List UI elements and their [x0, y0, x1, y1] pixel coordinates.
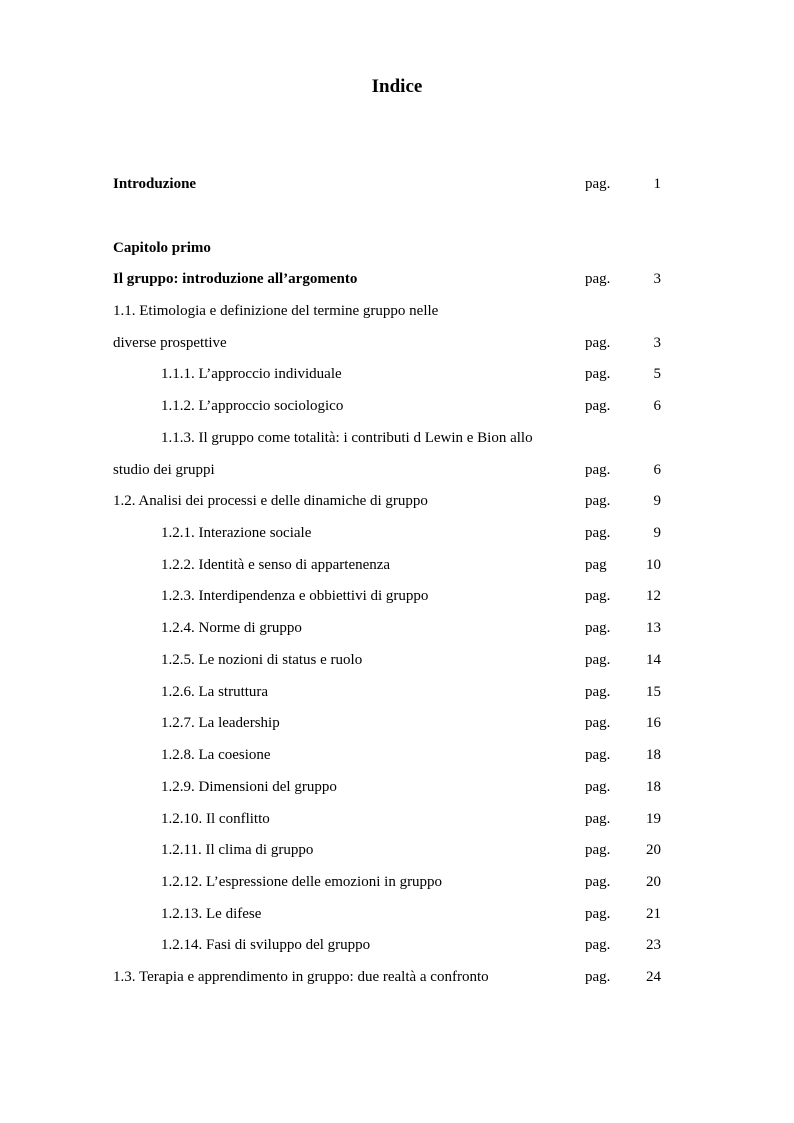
toc-entry — [0, 459, 794, 481]
toc-entry-title: 1.2.4. Norme di gruppo — [161, 620, 302, 636]
toc-entry-page-number: 3 — [653, 271, 661, 287]
toc-entry — [0, 300, 794, 322]
toc-entry-title: 1.3. Terapia e apprendimento in gruppo: due realtà a confronto — [113, 969, 489, 985]
toc-entry-page-number: 5 — [653, 366, 661, 382]
toc-entry-page-label: pag. — [585, 588, 611, 604]
toc-entry-page-label: pag. — [585, 652, 611, 668]
toc-entry-page-label: pag. — [585, 842, 611, 858]
toc-entry-page-number: 6 — [653, 398, 661, 414]
toc-entry-page-number: 12 — [646, 588, 661, 604]
toc-entry-page-number: 13 — [646, 620, 661, 636]
toc-entry-page-label: pag. — [585, 747, 611, 763]
toc-entry-title: 1.2.9. Dimensioni del gruppo — [161, 779, 337, 795]
toc-entry-page-label: pag. — [585, 335, 611, 351]
toc-entry — [0, 903, 794, 925]
toc-entry — [0, 966, 794, 988]
toc-entry-title: 1.2.8. La coesione — [161, 747, 271, 763]
toc-entry — [0, 585, 794, 607]
toc-entry — [0, 268, 794, 290]
toc-entry — [0, 363, 794, 385]
toc-entry-page-number: 6 — [653, 462, 661, 478]
toc-entry-page-label: pag. — [585, 176, 611, 192]
toc-entry-title: 1.2.6. La struttura — [161, 684, 269, 700]
toc-entry-page-number: 3 — [653, 335, 661, 351]
toc-entry — [0, 934, 794, 956]
toc-entry-page-label: pag. — [585, 779, 611, 795]
toc-entry-title: 1.2.1. Interazione sociale — [161, 525, 312, 541]
toc-entry-page-label: pag. — [585, 398, 611, 414]
toc-entry — [0, 332, 794, 354]
toc-entry-title: 1.2.7. La leadership — [161, 715, 280, 731]
toc-entry-title: Il gruppo: introduzione all’argomento — [113, 271, 358, 287]
toc-entry-page-label: pag. — [585, 937, 611, 953]
toc-entry — [0, 681, 794, 703]
toc-entry — [0, 871, 794, 893]
toc-entry — [0, 712, 794, 734]
toc-entry-title: 1.2.13. Le difese — [161, 906, 262, 922]
toc-entry-page-number: 14 — [646, 652, 661, 668]
toc-entry — [0, 744, 794, 766]
toc-entry-title: 1.2.14. Fasi di sviluppo del gruppo — [161, 937, 371, 953]
toc-entry-page-number: 18 — [646, 779, 661, 795]
toc-entry-title: 1.2.12. L’espressione delle emozioni in gruppo — [161, 874, 443, 890]
toc-entry-page-label: pag. — [585, 493, 611, 509]
toc-entry-title: Capitolo primo — [113, 240, 211, 256]
toc-entry-page-label: pag. — [585, 811, 611, 827]
toc-entry-page-label: pag. — [585, 366, 611, 382]
toc-entry — [0, 237, 794, 259]
toc-entry — [0, 395, 794, 417]
toc-entry-page-number: 21 — [646, 906, 661, 922]
toc-entry-page-label: pag. — [585, 271, 611, 287]
toc-entry-page-number: 19 — [646, 811, 661, 827]
toc-entry-page-label: pag. — [585, 525, 611, 541]
toc-entry — [0, 522, 794, 544]
toc-entry-page-number: 20 — [646, 874, 661, 890]
toc-entry-page-number: 9 — [653, 525, 661, 541]
toc-entry-page-label: pag. — [585, 715, 611, 731]
toc-entry-page-number: 23 — [646, 937, 661, 953]
toc-entry — [0, 776, 794, 798]
toc-entry-page-label: pag. — [585, 684, 611, 700]
toc-entry — [0, 490, 794, 512]
toc-entry-page-number: 10 — [646, 557, 661, 573]
toc-entry-page-number: 9 — [653, 493, 661, 509]
toc-entry-title: diverse prospettive — [113, 335, 227, 351]
toc-entry-page-label: pag. — [585, 462, 611, 478]
toc-entry-title: 1.2.5. Le nozioni di status e ruolo — [161, 652, 363, 668]
toc-entry-page-label: pag. — [585, 620, 611, 636]
toc-entry-title: studio dei gruppi — [113, 462, 215, 478]
toc-entry — [0, 554, 794, 576]
toc-entry-page-number: 24 — [646, 969, 661, 985]
toc-entry-page-label: pag. — [585, 874, 611, 890]
toc-entry-title: 1.2.10. Il conflitto — [161, 811, 270, 827]
toc-entry-page-number: 15 — [646, 684, 661, 700]
toc-entry — [0, 649, 794, 671]
toc-entry-page-number: 16 — [646, 715, 661, 731]
toc-entry-title: 1.2.3. Interdipendenza e obbiettivi di gruppo — [161, 588, 429, 604]
toc-entry — [0, 839, 794, 861]
toc-entry — [0, 427, 794, 449]
toc-entry-title: Introduzione — [113, 176, 197, 192]
toc-entry-page-number: 18 — [646, 747, 661, 763]
toc-entry-page-number: 1 — [653, 176, 661, 192]
toc-entry-page-number: 20 — [646, 842, 661, 858]
toc-entry-title: 1.1.1. L’approccio individuale — [161, 366, 342, 382]
toc-entry-title: 1.2.2. Identità e senso di appartenenza — [161, 557, 391, 573]
toc-entry-page-label: pag — [585, 557, 607, 573]
toc-entry — [0, 617, 794, 639]
toc-entry-title: 1.2. Analisi dei processi e delle dinamiche di gruppo — [113, 493, 428, 509]
toc-entry — [0, 808, 794, 830]
toc-entry-page-label: pag. — [585, 969, 611, 985]
toc-entry-title: 1.1.2. L’approccio sociologico — [161, 398, 344, 414]
page-title: Indice — [371, 76, 423, 97]
toc-entry-title: 1.1. Etimologia e definizione del termine gruppo nelle — [113, 303, 439, 319]
toc-entry-page-label: pag. — [585, 906, 611, 922]
toc-entry — [0, 173, 794, 195]
toc-entry-title: 1.2.11. Il clima di gruppo — [161, 842, 314, 858]
toc-entry-title: 1.1.3. Il gruppo come totalità: i contributi d Lewin e Bion allo — [161, 430, 533, 446]
